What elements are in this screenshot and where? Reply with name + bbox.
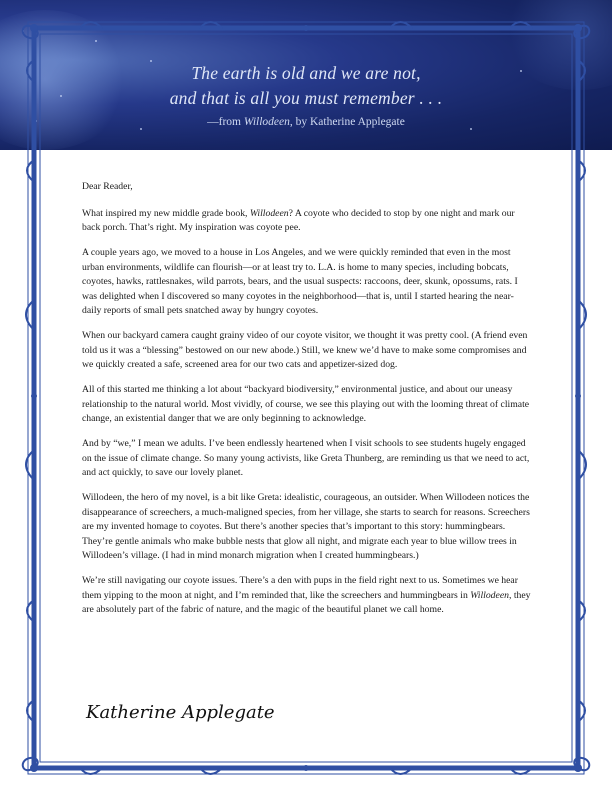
paragraph-7: We’re still navigating our coyote issues. There’s a den with pups in the field right next to us. Sometimes we hear them yipping to the moon at night, and I’m reminded that, like the screechers and hummingbears in Willodeen, they are absolutely part of the fabric of nature, and the magic of the beautiful planet we call home. (82, 575, 531, 616)
paragraph-2: A couple years ago, we moved to a house in Los Angeles, and we were quickly reminded that even in the most urban environments, wildlife can flourish—or at least try to. L.A. is home to many species, including bobcats, coyotes, hawks, rattlesnakes, wild parrots, bears, and the usual suspects: raccoons, deer, skunk, opossums, rats. I was delighted when I discovered so many coyotes in the neighborhood—that is, until I started hearing the near-daily reports of small pets snatched away by hungry coyotes. (82, 246, 518, 317)
signature: Katherine Applegate (86, 702, 275, 723)
letter-body (82, 180, 532, 628)
header-banner (0, 0, 612, 150)
paragraph-5: And by “we,” I mean we adults. I’ve been endlessly heartened when I visit schools to see students hugely engaged on the issue of climate change. So many young activists, like Greta Thunberg, are reminding us that we need to act, and act quickly, to save our lovely planet. (82, 438, 530, 479)
quote-attribution: —from Willodeen, by Katherine Applegate (207, 116, 405, 128)
quote-line-2: and that is all you must remember . . . (169, 88, 443, 108)
paragraph-3: When our backyard camera caught grainy video of our coyote visitor, we thought it was pretty cool. (A friend even told us it was a “blessing” bestowed on our new abode.) Still, we knew we’d have to make some compromises and we quickly created a safe, screened area for our two cats and appetizer-sized dog. (82, 330, 528, 371)
quote-line-1: The earth is old and we are not, (191, 63, 421, 83)
paragraph-6: Willodeen, the hero of my novel, is a bit like Greta: idealistic, courageous, an outsider. When Willodeen notices the disappearance of screechers, a much-maligned species, from her village, she starts to search for reasons. Screechers are my invented homage to coyotes. But there’s another species that’s important to this story: hummingbears. They’re gentle animals who make bubble nests that glow all night, and migrate each year to blue willow trees in Willodeen’s village. (I had in mind monarch migration when I created hummingbears.) (82, 492, 530, 562)
salutation: Dear Reader, (82, 181, 133, 192)
paragraph-1: What inspired my new middle grade book, Willodeen? A coyote who decided to stop by one night and mark our back porch. That’s right. My inspiration was coyote pee. (82, 207, 515, 234)
paragraph-4: All of this started me thinking a lot about “backyard biodiversity,” environmental justice, and about our uneasy relationship to the natural world. Most vividly, of course, we see this playing out with the looming threat of climate change, an existential danger that we are only beginning to acknowledge. (82, 384, 530, 425)
